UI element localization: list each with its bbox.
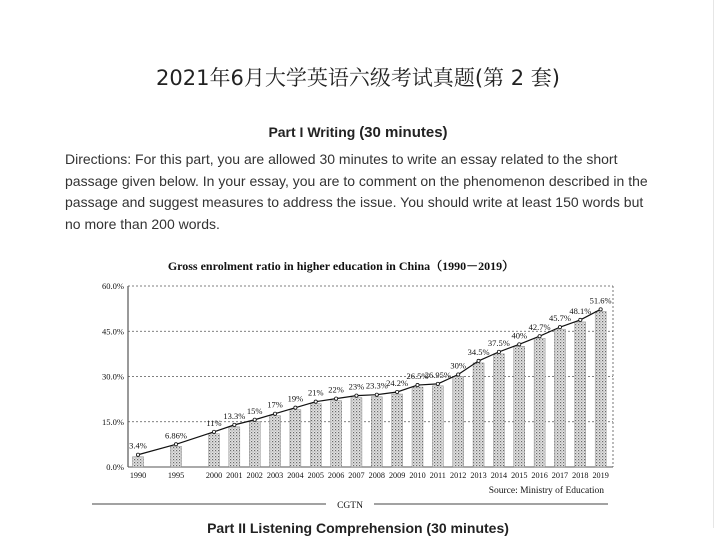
y-tick-label: 45.0% [102, 326, 124, 337]
y-tick-label: 0.0% [106, 462, 124, 472]
section-duration: (30 minutes) [359, 124, 448, 141]
x-tick-label: 1995 [167, 471, 185, 480]
trend-point [579, 318, 582, 321]
bar [331, 401, 342, 467]
x-tick-label: 2011 [429, 471, 446, 480]
data-label: 17% [267, 399, 283, 410]
data-label: 3.4% [129, 440, 147, 451]
bar [351, 398, 362, 467]
x-tick-label: 2002 [246, 471, 263, 480]
data-label: 24.2% [386, 377, 409, 388]
bar [270, 416, 281, 467]
y-tick-label: 30.0% [102, 371, 124, 382]
x-tick-label: 2012 [450, 471, 467, 480]
trend-point [497, 350, 500, 353]
data-label: 15% [246, 405, 263, 416]
trend-point [375, 393, 378, 396]
data-label: 45.7% [548, 313, 571, 324]
data-label: 42.7% [528, 322, 551, 333]
bar [432, 386, 443, 467]
x-tick-label: 2015 [511, 471, 528, 480]
y-tick-label: 15.0% [102, 416, 124, 427]
bar [209, 434, 220, 467]
trend-point [538, 335, 541, 338]
bar [412, 387, 423, 467]
section-heading-label: Part I Writing [268, 124, 356, 140]
next-section-heading: Part II Listening Comprehension (30 minutes) [207, 520, 509, 536]
directions-paragraph: Directions: For this part, you are allowed 30 minutes to write an essay related to the short passage given below. In your essay, you are to comment on the phenomenon described in the passage and suggest measures to address the issue. You should write at least 150 words but no more than 200 words. [65, 151, 648, 232]
trend-point [294, 406, 297, 409]
x-tick-label: 2003 [266, 471, 284, 480]
chart-source: Source: Ministry of Education [488, 486, 604, 496]
trend-point [396, 390, 399, 393]
data-label: 6.86% [165, 430, 187, 441]
trend-point [457, 373, 460, 376]
bar [554, 329, 565, 467]
trend-point [558, 326, 561, 329]
bar [229, 427, 240, 467]
bar [392, 394, 403, 467]
bar [453, 377, 464, 468]
x-tick-label: 2007 [348, 471, 365, 480]
y-tick-label: 60.0% [102, 281, 124, 291]
trend-point [136, 453, 139, 456]
x-tick-label: 2013 [470, 471, 487, 480]
data-label: 19% [287, 393, 304, 404]
trend-point [477, 359, 480, 362]
data-label: 51.6% [589, 295, 612, 306]
x-tick-label: 2008 [368, 471, 385, 480]
chart-title: Gross enrolment ratio in higher education in China（1990－2019） [167, 259, 515, 273]
x-tick-label: 2000 [205, 471, 223, 480]
x-tick-label: 2005 [307, 471, 324, 480]
bar [534, 338, 545, 467]
data-label: 11% [206, 417, 222, 428]
enrolment-chart-svg [86, 252, 626, 516]
data-label: 48.1% [569, 305, 592, 316]
bar [249, 422, 260, 467]
data-label: 26.5% [406, 371, 429, 382]
data-label: 22% [328, 384, 344, 395]
data-label: 23% [348, 381, 365, 392]
x-tick-label: 2004 [287, 471, 304, 480]
document-title: 2021年6月大学英语六级考试真题(第 2 套) [156, 66, 560, 90]
x-tick-label: 2006 [327, 471, 345, 480]
bar [290, 410, 301, 467]
trend-point [212, 430, 215, 433]
trend-point [314, 400, 317, 403]
x-tick-label: 2010 [409, 471, 426, 480]
trend-point [436, 382, 439, 385]
data-label: 26.95% [424, 369, 451, 380]
chart-footer: CGTN [337, 501, 363, 511]
trend-point [355, 394, 358, 397]
x-tick-label: 2017 [551, 471, 569, 480]
enrolment-chart [86, 252, 626, 516]
bar [514, 346, 525, 467]
x-tick-label: 2009 [388, 471, 406, 480]
data-label: 37.5% [487, 337, 510, 348]
x-tick-label: 2016 [531, 471, 548, 480]
data-label: 34.5% [467, 346, 490, 357]
trend-point [273, 412, 276, 415]
bar [133, 457, 144, 467]
bar [310, 404, 321, 467]
x-tick-label: 2018 [572, 471, 589, 480]
data-label: 40% [511, 330, 528, 341]
trend-point [233, 423, 236, 426]
data-label: 21% [307, 387, 324, 398]
bar [493, 354, 504, 467]
trend-point [518, 343, 521, 346]
data-label: 30% [450, 360, 466, 371]
bar [473, 363, 484, 467]
trend-point [416, 383, 419, 386]
data-label: 23.3% [365, 380, 388, 391]
x-tick-label: 2019 [592, 471, 609, 480]
trend-point [253, 418, 256, 421]
data-label: 13.3% [223, 410, 246, 421]
x-tick-label: 2014 [490, 471, 508, 480]
section-heading [0, 124, 716, 141]
trend-point [335, 397, 338, 400]
bar [171, 446, 182, 467]
trend-point [174, 443, 177, 446]
bar [371, 397, 382, 467]
bar [575, 322, 586, 467]
trend-point [599, 308, 602, 311]
bar [595, 311, 606, 467]
x-tick-label: 1990 [129, 471, 147, 480]
x-tick-label: 2001 [226, 471, 243, 480]
